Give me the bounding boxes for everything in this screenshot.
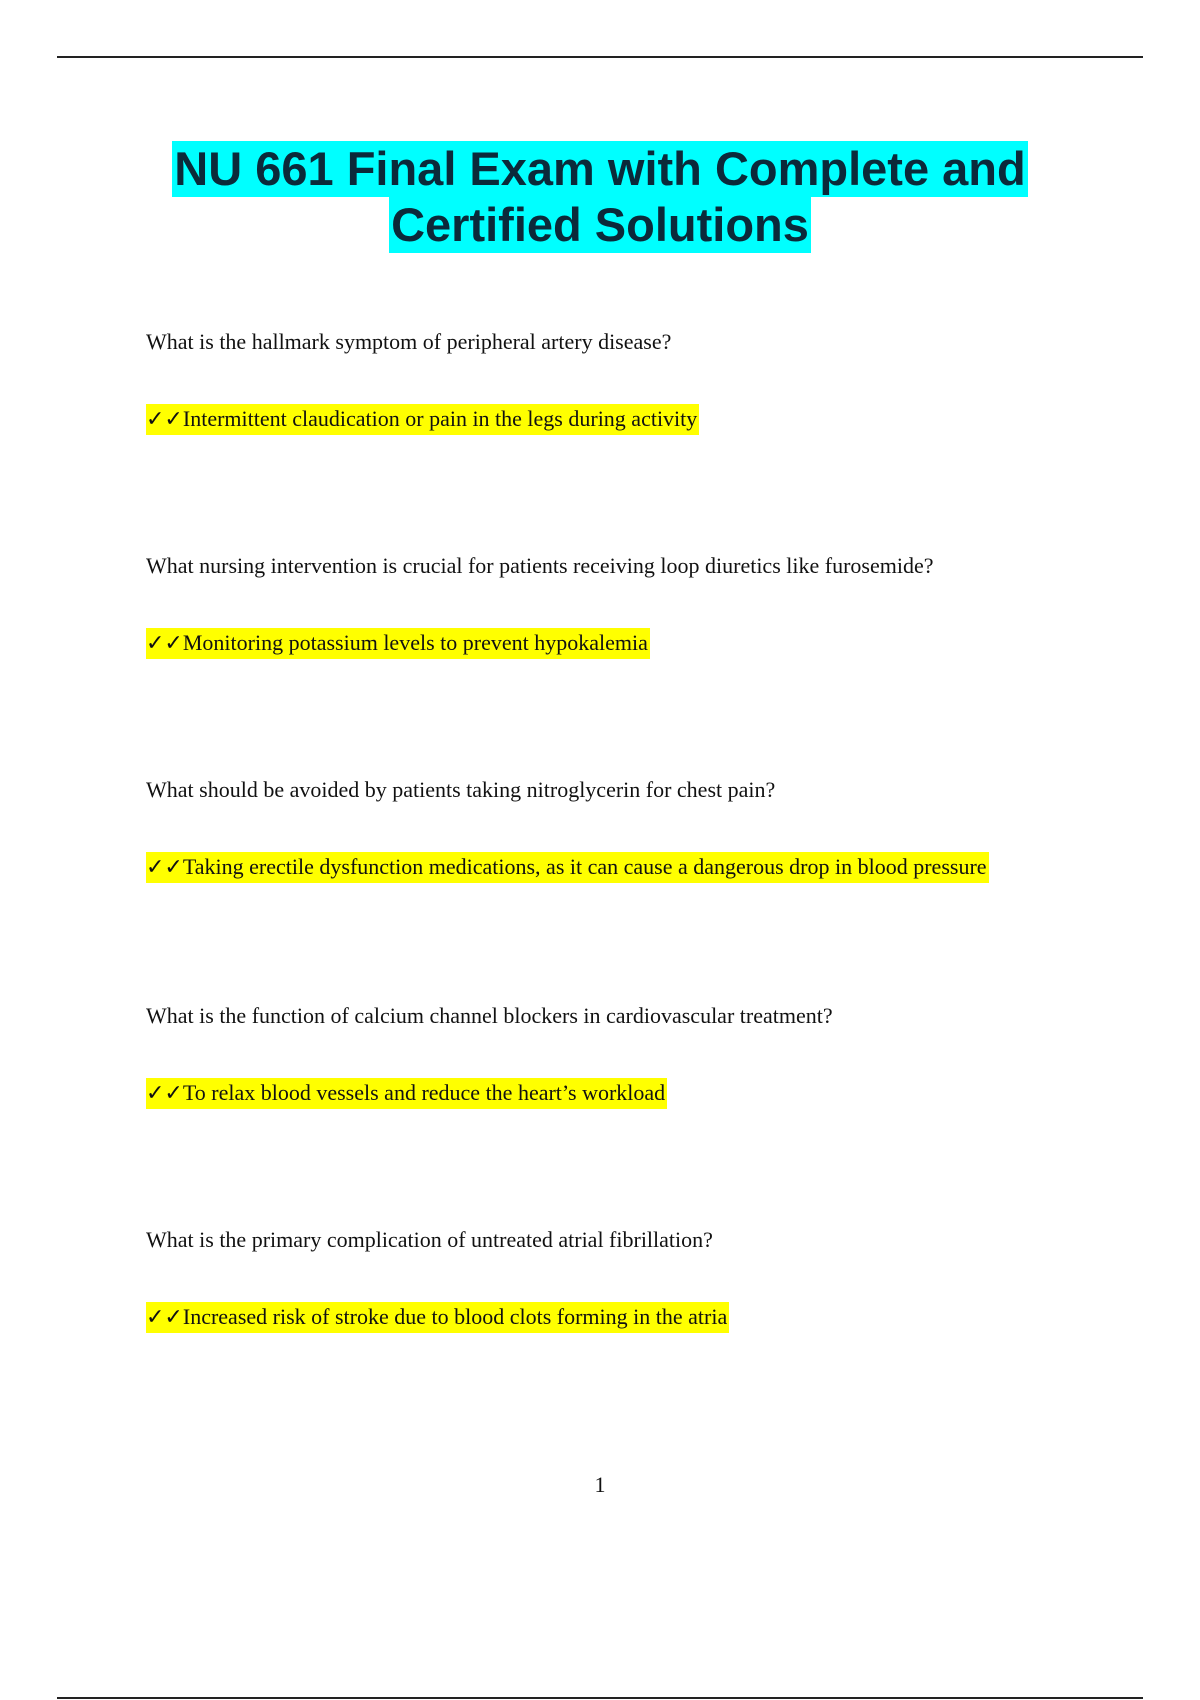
answer-text: Taking erectile dysfunction medications, as it can cause a dangerous drop in blood pressure [182,854,987,879]
qa-item-4 [146,1002,1140,1109]
question-text: What nursing intervention is crucial for patients receiving loop diuretics like furosemide? [146,553,934,578]
answer-highlight [146,628,650,659]
qa-item-5 [146,1226,1140,1333]
qa-item-3 [146,776,1140,883]
page-title [0,141,1200,253]
double-check-icon: ✓✓ [146,631,183,656]
double-check-icon: ✓✓ [146,1305,183,1330]
title-line-2: Certified Solutions [391,198,809,251]
question-text: What is the primary complication of untreated atrial fibrillation? [146,1227,713,1252]
double-check-icon: ✓✓ [146,855,183,880]
qa-item-2 [146,552,1140,659]
answer-text: Increased risk of stroke due to blood clots forming in the atria [182,1304,728,1329]
answer-text: To relax blood vessels and reduce the heart’s workload [182,1080,666,1105]
question-text: What is the hallmark symptom of peripheral artery disease? [146,329,672,354]
question-text: What is the function of calcium channel blockers in cardiovascular treatment? [146,1003,833,1028]
answer-text: Intermittent claudication or pain in the legs during activity [182,406,698,431]
double-check-icon: ✓✓ [146,1081,183,1106]
answer-highlight [146,404,699,435]
answer-highlight [146,1302,729,1333]
qa-item-1 [146,328,1140,435]
bottom-rule [57,1697,1143,1699]
title-line-1: NU 661 Final Exam with Complete and [174,142,1026,195]
answer-highlight [146,1078,667,1109]
top-rule [57,56,1143,58]
question-text: What should be avoided by patients taking nitroglycerin for chest pain? [146,777,776,802]
page-number: 1 [594,1472,606,1497]
answer-highlight [146,852,989,883]
double-check-icon: ✓✓ [146,407,183,432]
answer-text: Monitoring potassium levels to prevent hypokalemia [182,630,648,655]
